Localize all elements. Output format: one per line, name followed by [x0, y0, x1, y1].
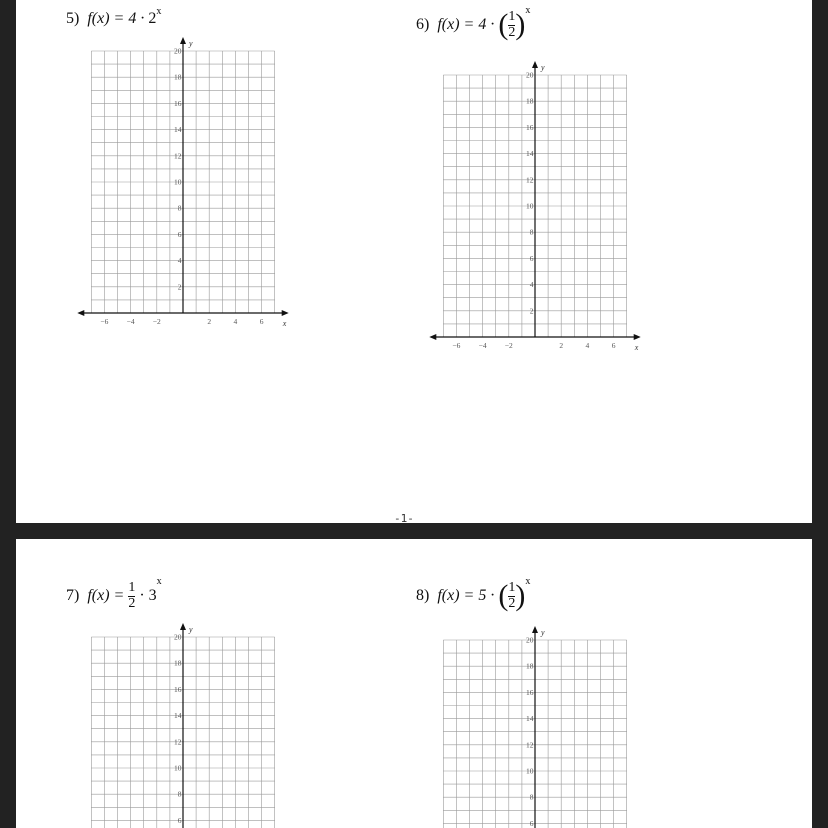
- denominator: 2: [508, 595, 516, 611]
- y-tick-label: 10: [526, 766, 534, 776]
- y-tick-label: 8: [529, 792, 534, 802]
- y-tick-label: 16: [174, 98, 182, 108]
- base: 2: [148, 10, 157, 27]
- function-lhs: f(x) = 4 ·: [437, 15, 495, 33]
- x-tick-label: −6: [452, 341, 461, 350]
- x-tick-label: 2: [559, 341, 564, 350]
- worksheet-page-1: [16, 0, 812, 523]
- denominator: 2: [508, 24, 516, 40]
- y-tick-label: 18: [174, 72, 182, 82]
- y-tick-label: 20: [526, 635, 534, 645]
- numerator: 1: [508, 580, 516, 595]
- y-axis-label: y: [541, 63, 545, 72]
- exponent: x: [525, 576, 531, 587]
- x-tick-label: −4: [126, 317, 135, 326]
- problem-8: 8) f(x) = 5 · ( $\frac{1}{2}$ )$^x$: [416, 576, 531, 613]
- y-tick-label: 18: [174, 658, 182, 668]
- y-tick-label: 8: [529, 227, 534, 237]
- base: · 3: [139, 586, 157, 604]
- y-axis-label: y: [541, 628, 545, 637]
- numerator: 1: [128, 580, 136, 595]
- x-tick-label: 2: [207, 317, 212, 326]
- problem-number: 6): [416, 15, 430, 33]
- y-tick-label: 12: [174, 737, 182, 747]
- y-tick-label: 10: [526, 201, 534, 211]
- y-axis-label: y: [189, 39, 193, 48]
- worksheet-page-2: [16, 539, 812, 828]
- y-tick-label: 8: [177, 203, 182, 213]
- y-tick-label: 18: [526, 661, 534, 671]
- y-tick-label: 16: [526, 687, 534, 697]
- y-tick-label: 10: [174, 177, 182, 187]
- x-axis-arrow-right: [634, 334, 641, 340]
- y-tick-label: 12: [526, 175, 534, 185]
- x-tick-label: 6: [259, 317, 264, 326]
- y-tick-label: 16: [174, 684, 182, 694]
- y-tick-label: 16: [526, 122, 534, 132]
- y-tick-label: 14: [526, 149, 534, 159]
- y-tick-label: 4: [177, 256, 182, 266]
- y-tick-label: 18: [526, 96, 534, 106]
- denominator: 2: [128, 595, 136, 611]
- y-tick-label: 20: [526, 70, 534, 80]
- y-axis-arrow: [532, 61, 538, 68]
- y-tick-label: 12: [526, 740, 534, 750]
- x-tick-label: −2: [152, 317, 161, 326]
- coordinate-grid-6: [16, 0, 812, 523]
- exponent: x: [156, 6, 162, 17]
- numerator: 1: [508, 9, 516, 24]
- problem-number: 8): [416, 586, 430, 604]
- y-tick-label: 20: [174, 632, 182, 642]
- y-tick-label: 20: [174, 46, 182, 56]
- exponent: x: [156, 576, 162, 587]
- exponent: x: [525, 5, 531, 16]
- y-tick-label: 6: [177, 229, 182, 239]
- problem-6: 6) f(x) = 4 · ( $\frac{1}{2}$ )$^x$: [416, 5, 531, 42]
- y-tick-label: 6: [529, 818, 534, 828]
- y-tick-label: 2: [529, 306, 534, 316]
- problem-number: 7): [66, 586, 80, 604]
- coordinate-grid-8: [16, 539, 812, 828]
- function-lhs: f(x) = 4 ·: [87, 10, 145, 27]
- y-tick-label: 12: [174, 151, 182, 161]
- y-tick-label: 14: [526, 714, 534, 724]
- x-axis-label: x: [282, 319, 287, 328]
- y-tick-label: 8: [177, 789, 182, 799]
- y-tick-label: 10: [174, 763, 182, 773]
- x-tick-label: −2: [504, 341, 513, 350]
- problem-number: 5): [66, 10, 80, 27]
- x-axis-arrow-left: [429, 334, 436, 340]
- x-tick-label: 4: [585, 341, 590, 350]
- y-tick-label: 4: [529, 280, 534, 290]
- x-axis-label: x: [634, 343, 639, 352]
- y-tick-label: 14: [174, 125, 182, 135]
- y-tick-label: 6: [177, 815, 182, 825]
- page-number: -1-: [394, 512, 414, 523]
- function-lhs: f(x) =: [87, 586, 125, 604]
- y-tick-label: 6: [529, 253, 534, 263]
- y-tick-label: 2: [177, 282, 182, 292]
- y-axis-label: y: [189, 625, 193, 634]
- x-tick-label: 6: [611, 341, 616, 350]
- x-tick-label: 4: [233, 317, 238, 326]
- function-lhs: f(x) = 5 ·: [437, 586, 495, 604]
- y-axis-arrow: [532, 626, 538, 633]
- y-tick-label: 14: [174, 711, 182, 721]
- x-tick-label: −6: [100, 317, 109, 326]
- x-tick-label: −4: [478, 341, 487, 350]
